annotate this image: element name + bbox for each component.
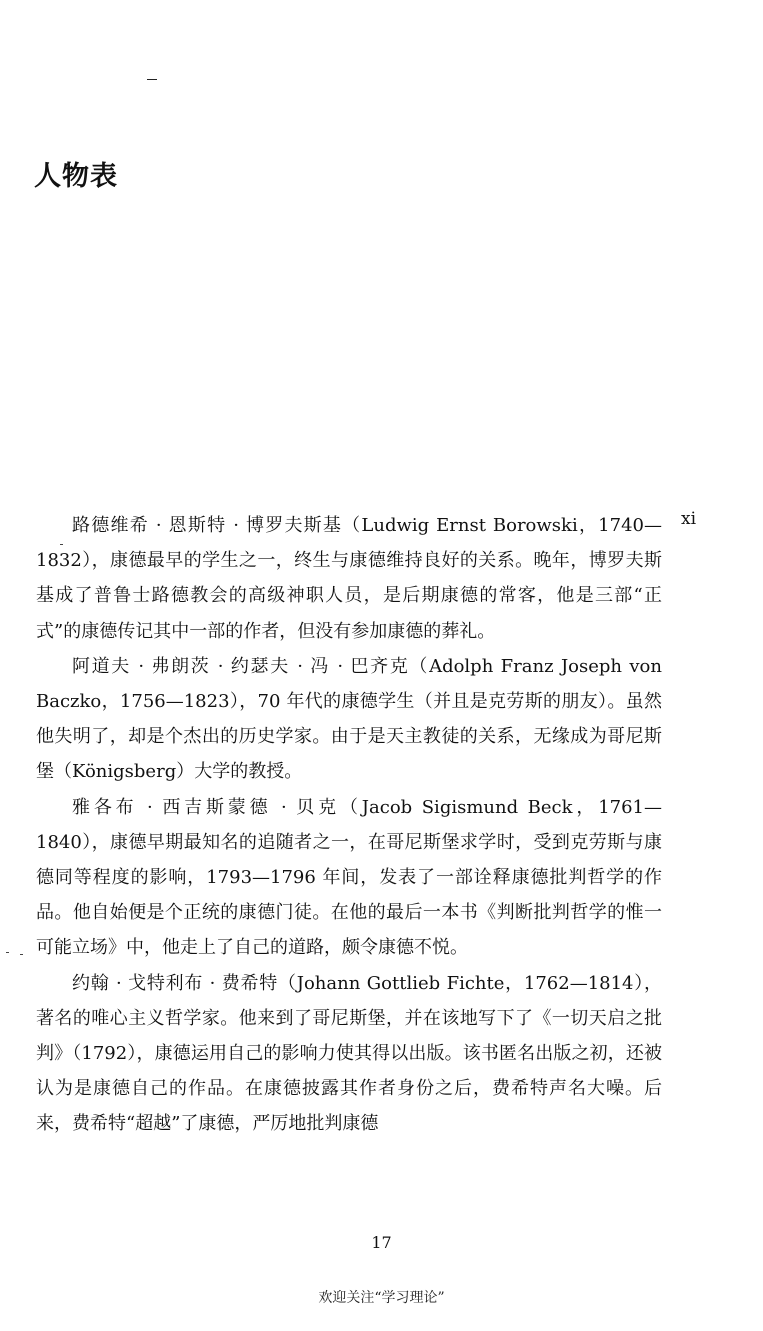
scan-speck — [60, 544, 63, 545]
page-title: 人物表 — [34, 161, 118, 192]
entry-fichte: 约翰 · 戈特利布 · 费希特（Johann Gottlieb Fichte，1762—1814），著名的唯心主义哲学家。他来到了哥尼斯堡，并在该地写下了《一切天启之批判》（1792），康德运用自己的影响力使其得以出版。该书匿名出版之初，还被认为是康德自己的作品。在康德披露其作者身份之后，费希特声名大噪。后来，费希特“超越”了康德，严厉地批判康德 — [36, 972, 662, 1135]
roman-page-marker: xi — [681, 509, 697, 529]
entry-borowski: 路德维希 · 恩斯特 · 博罗夫斯基（Ludwig Ernst Borowski，1740—1832），康德最早的学生之一，终生与康德维持良好的关系。晚年，博罗夫斯基成了普鲁士路德教会的高级神职人员，是后期康德的常客，他是三部“正式”的康德传记其中一部的作者，但没有参加康德的葬礼。 — [36, 515, 662, 642]
entry-baczko: 阿道夫 · 弗朗茨 · 约瑟夫 · 冯 · 巴齐克（Adolph Franz Joseph von Baczko，1756—1823），70 年代的康德学生（并且是克劳斯的朋友）。虽然他失明了，却是个杰出的历史学家。由于是天主教徒的关系，无缘成为哥尼斯堡（Königsberg）大学的教授。 — [36, 655, 662, 783]
footer-note: 欢迎关注“学习理论” — [318, 1290, 445, 1306]
entry-beck: 雅各布 · 西吉斯蒙德 · 贝克（Jacob Sigismund Beck，1761—1840），康德早期最知名的追随者之一，在哥尼斯堡求学时，受到克劳斯与康德同等程度的影响，1793—1796 年间，发表了一部诠释康德批判哲学的作品。他自始便是个正统的康德门徒。在他的最后一本书《判断批判哲学的惟一可能立场》中，他走上了自己的道路，颇令康德不悦。 — [36, 796, 662, 959]
header-dash-mark — [147, 79, 157, 80]
entries-list — [36, 508, 662, 1142]
scan-speck — [6, 952, 9, 953]
scan-speck — [20, 954, 23, 955]
page-number: 17 — [371, 1233, 392, 1252]
